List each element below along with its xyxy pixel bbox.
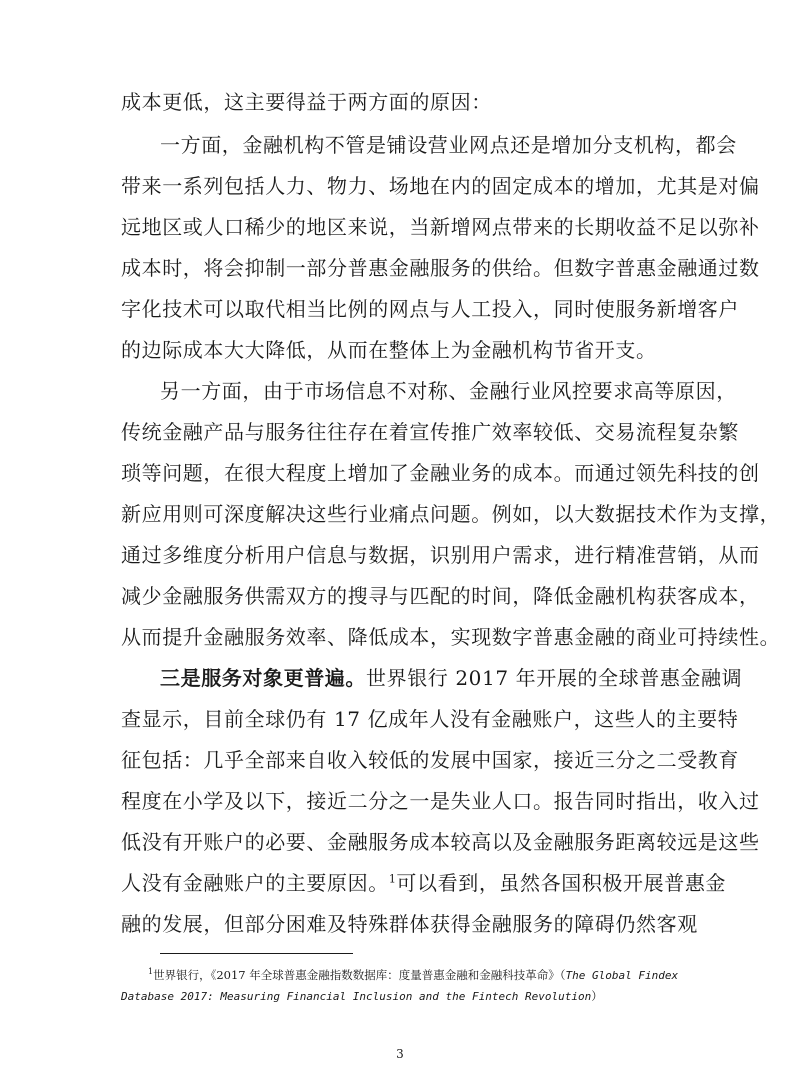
- section3-line1-rest: 世界银行 2017 年开展的全球普惠金融调: [366, 666, 743, 690]
- section3-line-2: 查显示，目前全球仍有 17 亿成年人没有金融账户，这些人的主要特: [121, 707, 739, 731]
- footnote-ref[interactable]: 1: [388, 872, 397, 886]
- section3-line-4: 程度在小学及以下，接近二分之一是失业人口。报告同时指出，收入过: [121, 789, 760, 813]
- footnote-line-1: [148, 966, 678, 985]
- body-line-1: 成本更低，这主要得益于两方面的原因：: [121, 90, 492, 114]
- footnote-title-en-2: Database 2017: Measuring Financial Inclusion and the Fintech Revolution: [121, 990, 592, 1003]
- body-line-11: 新应用则可深度解决这些行业痛点问题。例如，以大数据技术作为支撑，: [121, 502, 781, 526]
- page-number: 3: [396, 1047, 404, 1061]
- footnote-close-paren: ）: [591, 989, 603, 1003]
- section3-line-7: 融的发展，但部分困难及特殊群体获得金融服务的障碍仍然客观: [121, 912, 698, 936]
- footnote-text-cn: 世界银行，《2017 年全球普惠金融指数数据库：度量普惠金融和金融科技革命》（: [153, 968, 566, 982]
- body-line-6: 字化技术可以取代相当比例的网点与人工投入，同时使服务新增客户: [121, 297, 739, 321]
- body-line-10: 琐等问题，在很大程度上增加了金融业务的成本。而通过领先科技的创: [121, 461, 760, 485]
- body-line-3: 带来一系列包括人力、物力、场地在内的固定成本的增加，尤其是对偏: [121, 174, 760, 198]
- footnote-title-en-1: The Global Findex: [565, 969, 679, 982]
- body-line-4: 远地区或人口稀少的地区来说，当新增网点带来的长期收益不足以弥补: [121, 215, 760, 239]
- section3-first-line: [160, 664, 742, 692]
- body-line-14: 从而提升金融服务效率、降低成本，实现数字普惠金融的商业可持续性。: [121, 625, 781, 649]
- footnote-divider: [160, 953, 353, 954]
- body-line-12: 通过多维度分析用户信息与数据，识别用户需求，进行精准营销，从而: [121, 543, 760, 567]
- section3-heading: 三是服务对象更普遍。: [160, 666, 366, 690]
- body-line-9: 传统金融产品与服务往往存在着宣传推广效率较低、交易流程复杂繁: [121, 420, 739, 444]
- body-line-13: 减少金融服务供需双方的搜寻与匹配的时间，降低金融机构获客成本，: [121, 584, 760, 608]
- body-line-2: 一方面，金融机构不管是铺设营业网点还是增加分支机构，都会: [160, 133, 737, 157]
- section3-line-5: 低没有开账户的必要、金融服务成本较高以及金融服务距离较远是这些: [121, 830, 760, 854]
- footnote-line-2: [121, 987, 603, 1006]
- section3-line6-b: 可以看到，虽然各国积极开展普惠金: [396, 871, 727, 895]
- footnote-marker: 1: [148, 967, 154, 977]
- body-line-5: 成本时，将会抑制一部分普惠金融服务的供给。但数字普惠金融通过数: [121, 256, 760, 280]
- section3-line6-a: 人没有金融账户的主要原因。: [121, 871, 389, 895]
- body-line-7: 的边际成本大大降低，从而在整体上为金融机构节省开支。: [121, 338, 657, 362]
- section3-line-3: 征包括：几乎全部来自收入较低的发展中国家，接近三分之二受教育: [121, 748, 739, 772]
- body-line-8: 另一方面，由于市场信息不对称、金融行业风控要求高等原因，: [160, 379, 737, 403]
- section3-line-6: [121, 869, 726, 897]
